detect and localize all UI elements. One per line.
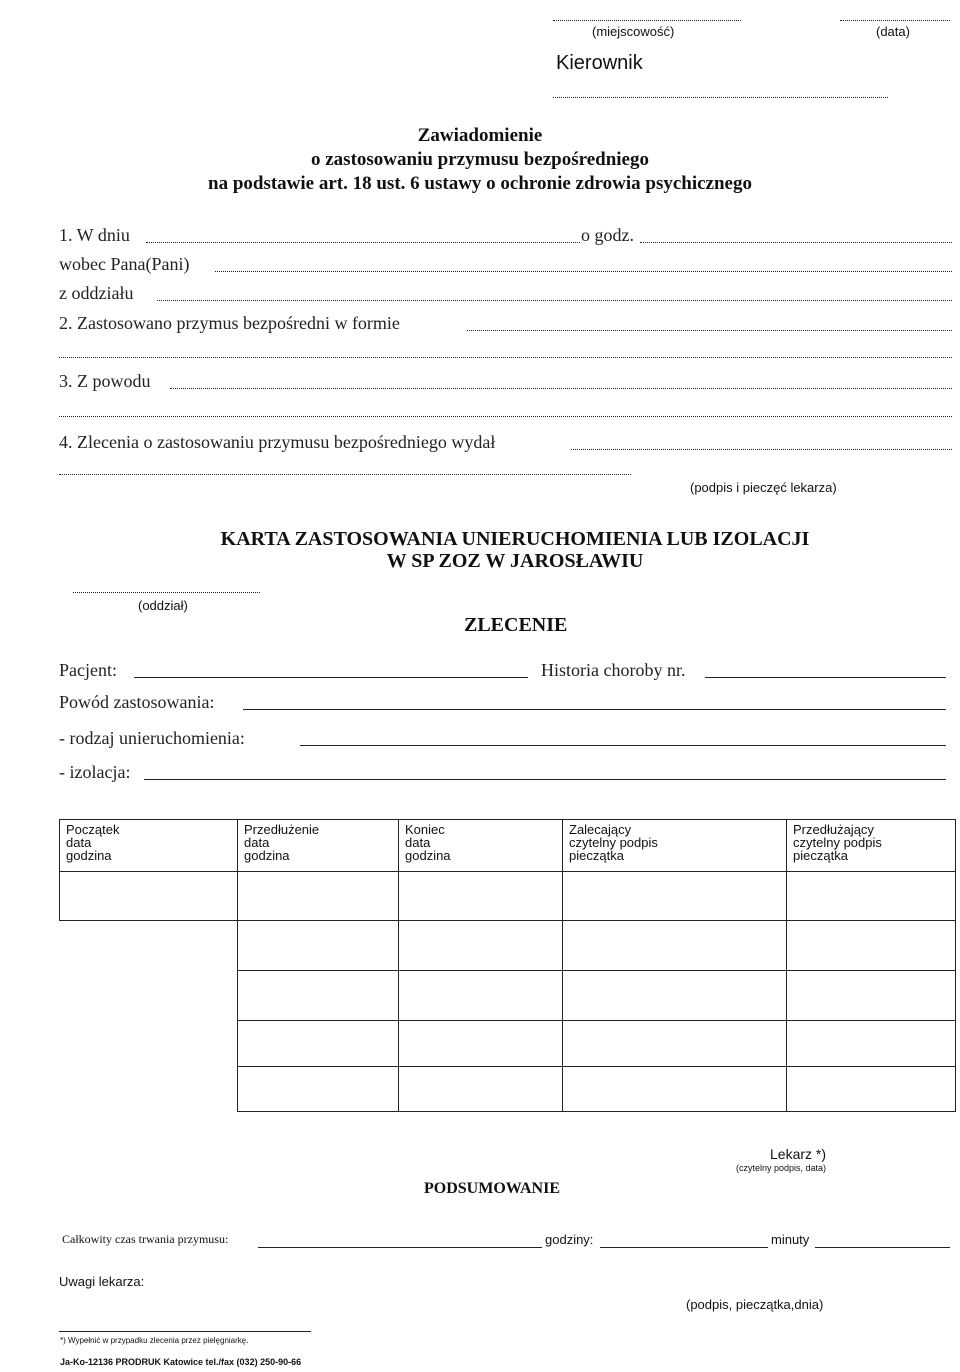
immobilization-label: - rodzaj unieruchomienia: [59, 728, 245, 748]
table-cell[interactable] [399, 1021, 563, 1067]
minutes-label: minuty [771, 1232, 810, 1247]
table-cell[interactable] [238, 1021, 399, 1067]
table-cell[interactable] [787, 921, 956, 971]
notice-ward-label: z oddziału [59, 283, 134, 303]
reason-label: Powód zastosowania: [59, 692, 215, 712]
notice-form-line[interactable] [467, 330, 952, 331]
total-time-label: Całkowity czas trwania przymusu: [62, 1232, 229, 1246]
notice-form-label: 2. Zastosowano przymus bezpośredni w formie [59, 313, 400, 333]
notice-title-2: o zastosowaniu przymusu bezpośredniego [311, 149, 649, 170]
recipient-label: Kierownik [556, 52, 643, 74]
notice-reason-line-2[interactable] [59, 416, 952, 417]
col-header-extension: Przedłużenie data godzina [238, 820, 399, 872]
notice-patient-label: wobec Pana(Pani) [59, 254, 190, 274]
notice-reason-line[interactable] [170, 388, 952, 389]
footnote: *) Wypełnić w przypadku zlecenia przez pielęgniarkę. [60, 1336, 249, 1345]
doctor-label: Lekarz *) [770, 1146, 827, 1162]
immobilization-table [59, 819, 956, 1112]
recipient-line [553, 97, 888, 98]
notice-issued-line-2[interactable] [59, 474, 631, 475]
table-cell[interactable] [563, 921, 787, 971]
patient-label: Pacjent: [59, 660, 117, 680]
table-row [60, 1067, 956, 1112]
place-label: (miejscowość) [592, 24, 675, 39]
table-row [60, 921, 956, 971]
table-cell-blank [60, 1021, 238, 1067]
notice-title-1: Zawiadomienie [417, 125, 543, 146]
col-header-extending: Przedłużający czytelny podpis pieczątka [787, 820, 956, 872]
table-row [60, 971, 956, 1021]
hours-label: godziny: [545, 1232, 594, 1247]
summary-heading: PODSUMOWANIE [424, 1180, 561, 1197]
printer-note: Ja-Ko-12136 PRODRUK Katowice tel./fax (032) 250-90-66 [60, 1357, 302, 1367]
table-cell[interactable] [238, 1067, 399, 1112]
isolation-line[interactable] [144, 779, 946, 780]
col-header-ordering: Zalecający czytelny podpis pieczątka [563, 820, 787, 872]
date-line [840, 20, 950, 21]
card-title-2: W SP ZOZ W JAROSŁAWIU [386, 550, 644, 572]
notice-title-3: na podstawie art. 18 ust. 6 ustawy o ochronie zdrowia psychicznego [208, 173, 752, 194]
table-cell[interactable] [238, 971, 399, 1021]
table-cell[interactable] [787, 1067, 956, 1112]
table-row [60, 872, 956, 921]
notice-hour-line[interactable] [640, 242, 952, 243]
doctor-sub-label: (czytelny podpis, data) [736, 1163, 827, 1173]
table-cell-blank [60, 921, 238, 971]
table-cell[interactable] [60, 872, 238, 921]
immobilization-line[interactable] [300, 745, 946, 746]
table-cell[interactable] [563, 1021, 787, 1067]
ward-label: (oddział) [138, 598, 188, 613]
table-cell[interactable] [563, 1067, 787, 1112]
table-cell[interactable] [399, 1067, 563, 1112]
table-cell[interactable] [399, 971, 563, 1021]
total-time-line[interactable] [258, 1247, 542, 1248]
card-title-1: KARTA ZASTOSOWANIA UNIERUCHOMIENIA LUB IZOLACJI [220, 528, 810, 550]
hours-line[interactable] [600, 1247, 768, 1248]
notice-issued-line[interactable] [571, 449, 952, 450]
ward-line[interactable] [73, 592, 260, 593]
minutes-line[interactable] [815, 1247, 950, 1248]
sign-label: (podpis, pieczątka,dnia) [686, 1297, 824, 1312]
table-cell[interactable] [238, 921, 399, 971]
place-line [553, 20, 741, 21]
patient-line[interactable] [134, 677, 528, 678]
table-cell-blank [60, 971, 238, 1021]
order-heading: ZLECENIE [464, 614, 568, 636]
table-cell[interactable] [238, 872, 399, 921]
isolation-label: - izolacja: [59, 762, 131, 782]
table-cell[interactable] [563, 872, 787, 921]
notice-hour-label: o godz. [581, 225, 634, 245]
table-cell[interactable] [563, 971, 787, 1021]
table-cell-blank [60, 1067, 238, 1112]
date-label: (data) [876, 24, 910, 39]
remarks-label: Uwagi lekarza: [59, 1274, 145, 1289]
history-label: Historia choroby nr. [541, 660, 686, 680]
notice-date-line[interactable] [146, 242, 580, 243]
notice-reason-label: 3. Z powodu [59, 371, 151, 391]
table-cell[interactable] [787, 872, 956, 921]
history-line[interactable] [705, 677, 946, 678]
table-header-row [60, 820, 956, 872]
notice-date-label: 1. W dniu [59, 225, 130, 245]
notice-form-line-2[interactable] [59, 357, 952, 358]
table-cell[interactable] [787, 971, 956, 1021]
reason-line[interactable] [243, 709, 946, 710]
col-header-end: Koniec data godzina [399, 820, 563, 872]
footnote-separator [59, 1331, 311, 1332]
notice-issued-label: 4. Zlecenia o zastosowaniu przymusu bezpośredniego wydał [59, 432, 496, 452]
table-row [60, 1021, 956, 1067]
notice-ward-line[interactable] [157, 300, 952, 301]
table-cell[interactable] [399, 872, 563, 921]
notice-patient-line[interactable] [215, 271, 952, 272]
table-cell[interactable] [399, 921, 563, 971]
col-header-start: Początek data godzina [60, 820, 238, 872]
table-cell[interactable] [787, 1021, 956, 1067]
notice-signature-label: (podpis i pieczęć lekarza) [690, 480, 837, 495]
